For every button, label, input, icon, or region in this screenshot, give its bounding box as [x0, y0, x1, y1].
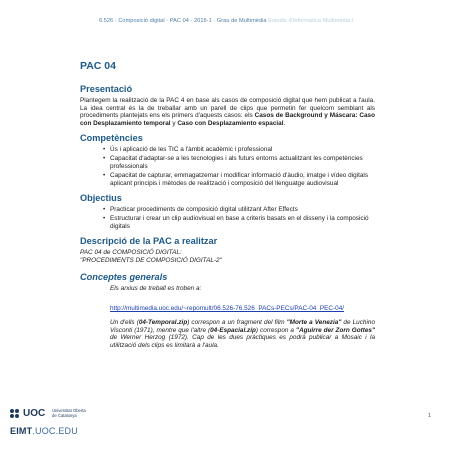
page-number: 1: [428, 413, 432, 419]
header-course: 6.526 · Composició digital · PAC 04 · 2015-1 · Grau de Multimèdia: [98, 18, 267, 24]
objectius-list: [80, 206, 375, 230]
descripcio-line-1: PAC 04 de COMPOSICIÓ DIGITAL:: [80, 249, 182, 257]
list-item: • Capacitat d'adaptar-se a les tecnologies i als futurs entorns actualitzant les competències professionals: [110, 155, 375, 170]
uoc-wordmark: UOC: [23, 408, 46, 419]
presentacio-text-end: .: [283, 119, 286, 127]
uoc-subtitle-line-2: de Catalunya: [52, 412, 77, 418]
section-heading-competencies: Competències: [80, 133, 143, 144]
conceptes-text-1: Un d'ells (: [110, 319, 139, 327]
page-content: [80, 60, 375, 349]
list-item: • Ús i aplicació de les TIC a l'àmbit acadèmic i professional: [110, 146, 375, 154]
competencies-list: [80, 146, 375, 187]
list-item: • Practicar procediments de composició digital utilitzant After Effects: [110, 206, 375, 214]
section-heading-presentacio: Presentació: [80, 84, 133, 94]
uoc-dots-icon: [10, 409, 20, 419]
presentacio-text-intro: Plantegem la realització de la PAC 4 en base als casos de composició digital que hem publicat a l'aula. La idea central és la de treballar amb un parell de clips que permetin fer quelcom semblant als procediments plantejats ens els primers d'aquests casos: els: [80, 97, 375, 120]
uoc-subtitle: [52, 409, 86, 419]
conceptes-bold-file-2: 04-Espacial.zip: [210, 326, 256, 334]
eimt-logo: [10, 426, 78, 436]
conceptes-text-3: de Luchino Visconti (1971), mentre que l'altre (: [110, 319, 375, 334]
conceptes-text-4: ) correspon a: [255, 326, 296, 334]
conceptes-text-2: ) correspon a un fragment del film: [187, 319, 287, 327]
eimt-domain: .UOC.EDU: [32, 426, 78, 436]
section-heading-conceptes: Conceptes generals: [80, 272, 168, 283]
conceptes-bold-film-1: "Morte a Venezia": [286, 319, 342, 327]
conceptes-link-wrap: [80, 297, 375, 315]
eimt-bold: EIMT: [10, 426, 33, 436]
presentacio-text-y: y: [170, 119, 178, 127]
header-school: Estudis d'Informàtica Multimèdia i: [268, 18, 354, 24]
conceptes-intro: Els arxius de treball es troben a:: [110, 285, 202, 293]
conceptes-text-5: de Werner Herzog (1972). Cap de les dues pràctiques es podrà publicar a Mosaic i la utilització dels clips es limitarà a l'aula.: [110, 334, 375, 349]
list-item: • Capacitat de capturar, emmagatzemar i modificar informació d'àudio, imatge i vídeo digitals aplicant principis i mètodes de realització i composició del llenguatge audiovisual: [110, 172, 375, 187]
section-heading-objectius: Objectius: [80, 193, 122, 204]
conceptes-bold-file-1: 04-Temporal.zip: [138, 319, 188, 327]
list-item: • Estructurar i crear un clip audiovisual en base a criteris basats en el disseny i la composició digitals: [110, 215, 375, 230]
files-link[interactable]: http://multimedia.uoc.edu/~repomult/06.526-76.526_PACs-PECs/PAC-04_PEC-04/: [110, 305, 345, 313]
presentacio-bold-1: Casos de Background y Máscara: Caso con Desplazamiento temporal: [80, 112, 375, 127]
conceptes-paragraph: [80, 319, 375, 349]
descripcio-line-2: "PROCEDIMENTS DE COMPOSICIÓ DIGITAL-2": [80, 256, 222, 264]
presentacio-bold-2: Caso con Desplazamiento espacial: [177, 119, 284, 127]
footer-logos: [10, 404, 120, 446]
presentacio-paragraph: [80, 97, 375, 127]
conceptes-bold-film-2: "Aguirre der Zorn Gottes": [295, 326, 375, 334]
section-heading-descripcio: Descripció de la PAC a realitzar: [80, 236, 218, 247]
uoc-subtitle-line-1: Universitat Oberta: [52, 408, 86, 413]
running-header: [0, 18, 452, 24]
document-title: PAC 04: [80, 60, 116, 72]
uoc-logo: [10, 407, 120, 421]
